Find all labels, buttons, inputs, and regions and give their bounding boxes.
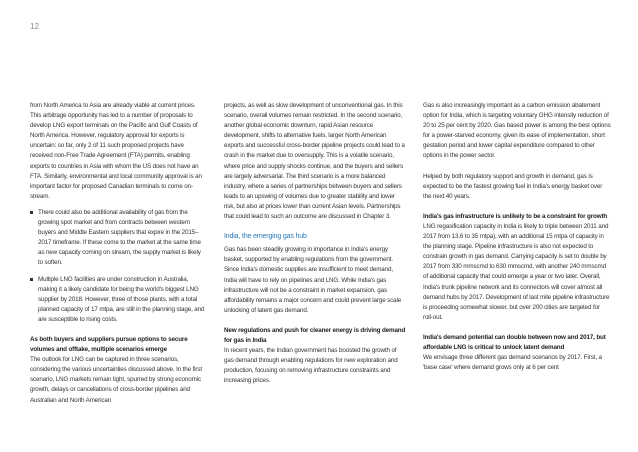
paragraph: The outlook for LNG can be captured in three scenarios, considering the various uncertainties discussed above. In the first scenario, LNG markets remain tight, spurred by strong economic growth, delays or cancellations of cross-border pipelines and Australian and North American: [30, 356, 202, 404]
text-column-right: [423, 101, 611, 373]
text-column-left: [30, 101, 206, 406]
paragraph: projects, as well as slow development of unconventional gas. In this scenario, overall volumes remain restricted. In the second scenario, another global economic downturn, rapid Asian resource development, shifts to alternative fuels, larger North American exports and successful cross-border pipeline projects could lead to a crash in the market due to oversupply. This is a volatile scenario, where price and supply shocks continue, and the buyers and sellers are largely adversarial. The third scenario is a more balanced industry, where a series of partnerships between buyers and sellers leads to an upswing of volumes due to greater stability and lower risk, but also at prices lower than current Asian levels. Partnerships that could lead to such an outcome are discussed in Chapter 3.: [224, 102, 405, 221]
paragraph: We envisage three different gas demand scenarios by 2017. First, a 'base case' where demand grows only at 6 per cent: [423, 354, 602, 372]
section-heading: India's demand potential can double between now and 2017, but affordable LNG is critical to unlock latent demand: [423, 333, 606, 351]
paragraph: from North America to Asia are already viable at current prices. This arbitrage opportunity has led to a number of proposals to develop LNG export terminals on the Pacific and Gulf Coasts of North America. However, regulatory approval for exports is uncertain: so far, only 2 of 11 such proposed projects have received non-Free Trade Agreement (FTA) permits, enabling exports to countries in Asia with whom the US does not have an FTA. Similarly, environmental and local community approval is an important factor for proposed Canadian terminals to come on-stream.: [30, 102, 202, 200]
bullet-item: [30, 275, 206, 325]
square-bullet-icon: [30, 278, 33, 281]
paragraph: In recent years, the Indian government has boosted the growth of gas demand through enabling regulations for new exploration and production, focusing on removing infrastructure constraints and increasing prices.: [224, 347, 398, 385]
page-number: 12: [30, 22, 39, 31]
bullet-list: [30, 208, 206, 325]
paragraph: Gas is also increasingly important as a carbon emission abatement option for India, which is targeting voluntary GHG intensity reduction of 20 to 25 per cent by 2020. Gas based power is among the best options for a power-starved economy, given its ease of implementation, short gestation period and lower capital expenditure compared to other options in the power sector.: [423, 102, 611, 160]
section-heading: As both buyers and suppliers pursue options to secure volumes and offtake, multiple scenarios emerge: [30, 335, 188, 354]
bullet-item: [30, 208, 206, 269]
bullet-text: There could also be additional availability of gas from the growing spot market and from contracts between western buyers and Middle Eastern suppliers that expire in the 2015–2017 timeframe. If these come to the market at the same time as new capacity coming on stream, the supply market is likely to soften.: [38, 208, 201, 267]
paragraph: LNG regasification capacity in India is likely to triple between 2011 and 2017 from 13.6 to 35 mtpa), with an additional 15 mtpa of capacity in the planning stage. Pipeline infrastructure is also not expected to constrain growth in gas demand. Carrying capacity is set to double by 2017 from 330 mmscmd to 630 mmscmd, with another 240 mmscmd of additional capacity that could emerge a year or two later. Overall, India's trunk pipeline network and its connectors will cover almost all demand hubs by 2017. Development of last mile pipeline infrastructure is proceeding somewhat slower, but over 200 cities are targeted for roll-out.: [423, 222, 610, 321]
section-heading: India's gas infrastructure is unlikely to be a constraint for growth: [423, 212, 608, 220]
paragraph: Gas has been steadily growing in importance in India's energy basket, supported by enabling regulations from the government. Since India's domestic supplies are insufficient to meet demand, India will have to rely on pipelines and LNG. While India's gas infrastructure will not be a constraint in market expansion, gas affordability remains a major concern and could prevent large scale unlocking of latent gas demand.: [224, 246, 402, 314]
bullet-text: Multiple LNG facilities are under construction in Australia, making it a likely candidate for being the world's biggest LNG supplier by 2018. However, three of those plants, with a total planned capacity of 17 mtpa, are still in the planning stage, and are susceptible to rising costs.: [38, 275, 205, 323]
section-heading: New regulations and push for cleaner energy is driving demand for gas in India: [224, 326, 406, 344]
square-bullet-icon: [30, 211, 33, 214]
paragraph: Helped by both regulatory support and growth in demand, gas is expected to be the fastest growing fuel in India's energy basket over the next 40 years.: [423, 172, 603, 200]
section-title: India, the emerging gas hub: [224, 233, 307, 241]
text-column-middle: [224, 101, 407, 386]
